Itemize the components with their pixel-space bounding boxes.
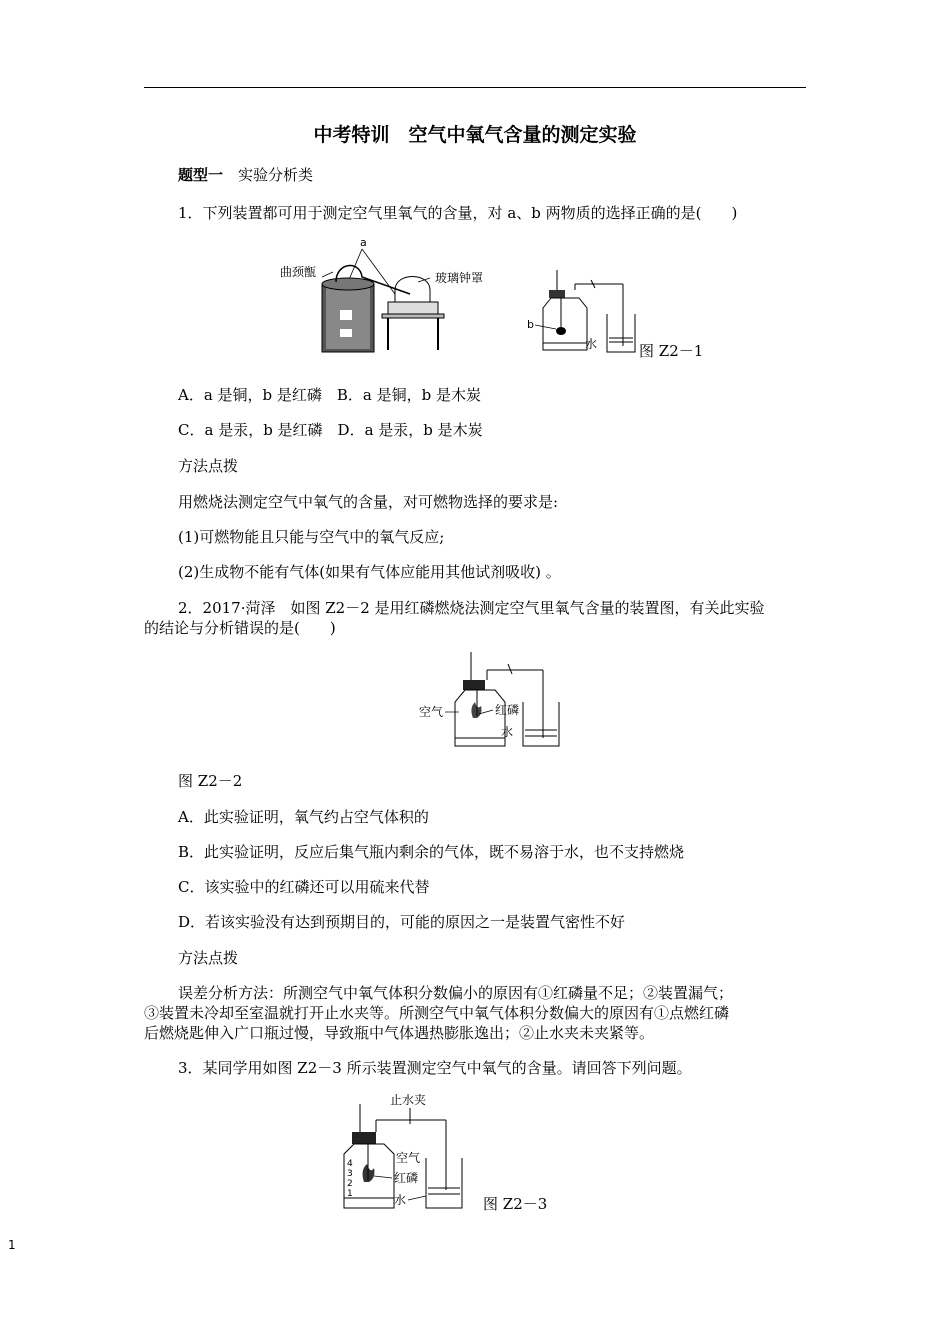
q1-label-water: 水 (585, 337, 598, 351)
q1-options-row2: C．a 是汞，b 是红磷 D．a 是汞，b 是木炭 (178, 421, 483, 439)
section-heading (178, 165, 313, 185)
q2-method-line-3: 后燃烧匙伸入广口瓶过慢，导致瓶中气体遇热膨胀逸出；②止水夹未夹紧等。 (144, 1024, 655, 1042)
q1-method-line-3: (2)生成物不能有气体(如果有气体应能用其他试剂吸收) 。 (178, 563, 561, 581)
q2-caption: 图 Z2－2 (178, 772, 243, 790)
page-number: 1 (8, 1238, 16, 1252)
q1-figure-left (270, 232, 500, 357)
section-name: 实验分析类 (238, 166, 314, 184)
q3-label-water: 水 (394, 1193, 407, 1207)
q2-option-a: A．此实验证明，氧气约占空气体积的 (178, 808, 429, 826)
header-rule (144, 87, 806, 88)
section-label: 题型一 (178, 166, 224, 184)
q3-stem: 3．某同学用如图 Z2－3 所示装置测定空气中氧气的含量。请回答下列问题。 (178, 1059, 692, 1077)
q2-method-title: 方法点拨 (178, 949, 239, 967)
q2-method-line-1: 误差分析方法：所测空气中氧气体积分数偏小的原因有①红磷量不足；②装置漏气； (178, 984, 734, 1002)
q1-method-line-1: 用燃烧法测定空气中氧气的含量，对可燃物选择的要求是: (178, 493, 559, 511)
q3-scale-2: 2 (347, 1179, 353, 1189)
q2-stem-line-2: 的结论与分析错误的是( ) (144, 619, 336, 637)
q1-options-row1: A．a 是铜，b 是红磷 B．a 是铜，b 是木炭 (178, 386, 482, 404)
q2-method-line-2: ③装置未冷却至室温就打开止水夹等。所测空气中氧气体积分数偏大的原因有①点燃红磷 (144, 1004, 730, 1022)
q3-scale-1: 1 (347, 1189, 353, 1199)
q1-label-b: b (527, 318, 534, 331)
q2-figure (415, 648, 565, 750)
q1-label-a: a (360, 236, 367, 249)
q1-label-retort: 曲颈甑 (280, 265, 317, 279)
q1-method-title: 方法点拨 (178, 457, 239, 475)
q2-label-phosphorus: 红磷 (495, 703, 520, 717)
q1-figure-right (525, 268, 655, 358)
q1-method-line-2: (1)可燃物能且只能与空气中的氧气反应; (178, 528, 445, 546)
q2-label-air: 空气 (419, 705, 444, 719)
q3-label-clamp: 止水夹 (390, 1093, 427, 1107)
q2-option-c: C．该实验中的红磷还可以用硫来代替 (178, 878, 430, 896)
q1-label-bell: 玻璃钟罩 (435, 271, 484, 285)
q2-option-b: B．此实验证明，反应后集气瓶内剩余的气体，既不易溶于水，也不支持燃烧 (178, 843, 685, 861)
q3-caption: 图 Z2－3 (483, 1195, 548, 1213)
page-title: 中考特训 空气中氧气含量的测定实验 (313, 124, 637, 146)
q3-label-air: 空气 (396, 1151, 421, 1165)
q1-caption: 图 Z2－1 (639, 342, 704, 360)
q3-scale-4: 4 (347, 1159, 353, 1169)
q3-figure (330, 1090, 480, 1212)
q1-stem: 1．下列装置都可用于测定空气里氧气的含量，对 a、b 两物质的选择正确的是( ) (178, 204, 738, 222)
q2-label-water: 水 (501, 725, 514, 739)
q3-scale-3: 3 (347, 1169, 353, 1179)
q3-label-phosphorus: 红磷 (394, 1171, 419, 1185)
q2-option-d: D．若该实验没有达到预期目的，可能的原因之一是装置气密性不好 (178, 913, 626, 931)
q2-stem-line-1: 2．2017·菏泽 如图 Z2－2 是用红磷燃烧法测定空气里氧气含量的装置图，有关此实验 (178, 599, 765, 617)
